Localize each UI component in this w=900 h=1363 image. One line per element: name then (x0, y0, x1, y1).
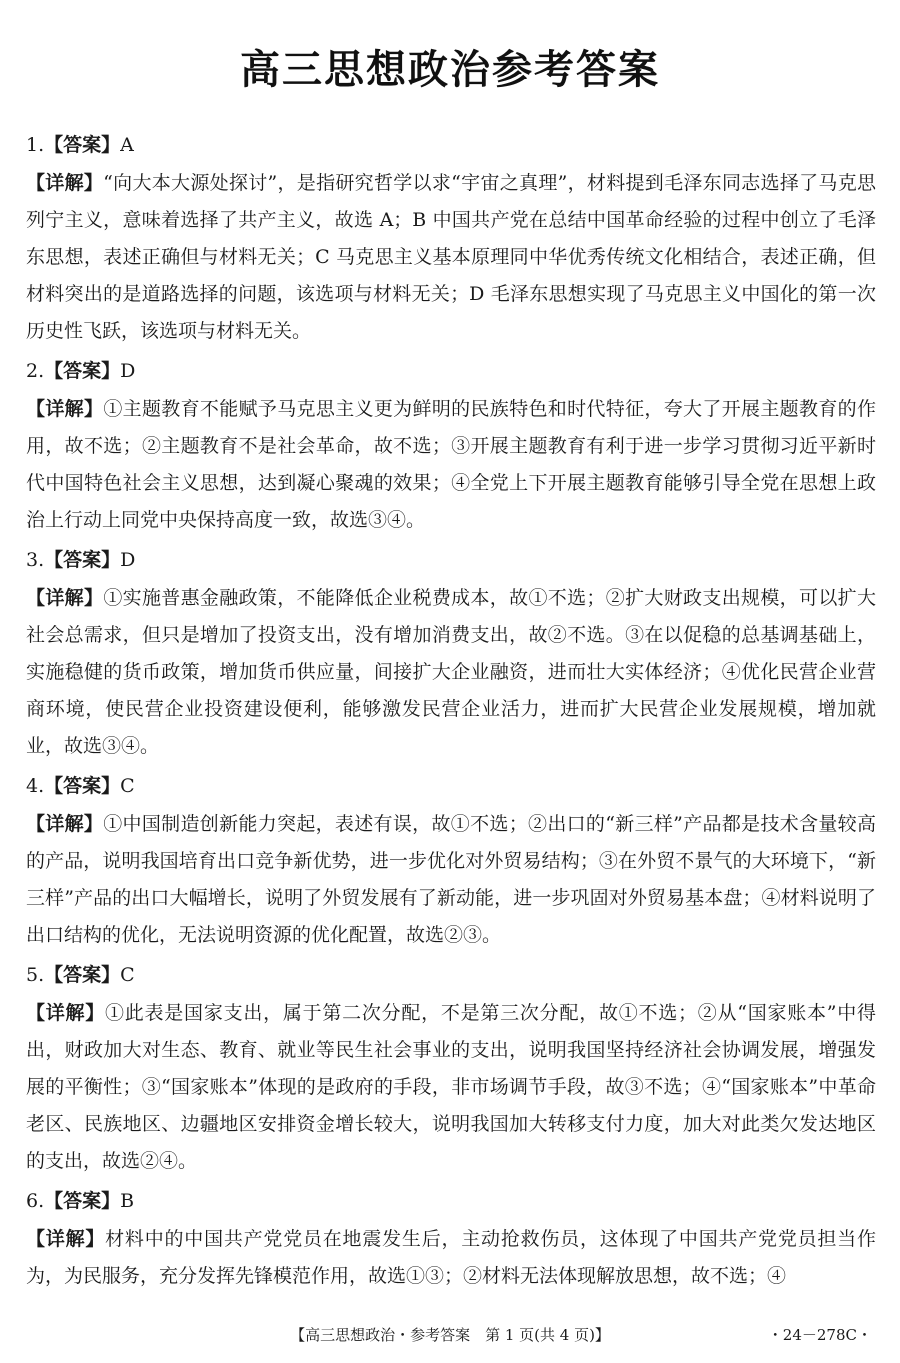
detail-tag: 【详解】 (26, 587, 104, 609)
page-title: 高三思想政治参考答案 (240, 47, 660, 93)
detail-text: “向大本大源处探讨”，是指研究哲学以求“宇宙之真理”，材料提到毛泽东同志选择了马克思列宁主义，意味着选择了共产主义，故选 A；B 中国共产党在总结中国革命经验的过程中创立了毛泽东思想，表述正确但与材料无关；C 马克思主义基本原理同中华优秀传统文化相结合，表述正确，但材料突出的是道路选择的问题，该选项与材料无关；D 毛泽东思想实现了马克思主义中国化的第一次历史性飞跃，该选项与材料无关。 (26, 172, 876, 342)
detail-paragraph (26, 806, 876, 954)
answer-tag: 【答案】 (44, 964, 121, 986)
answer-value: B (120, 1190, 135, 1212)
answer-line (26, 545, 876, 575)
footer-page-info: 【高三思想政治・参考答案 第 1 页(共 4 页)】 (290, 1326, 610, 1344)
detail-tag: 【详解】 (26, 1002, 106, 1024)
answer-value: D (120, 549, 136, 571)
detail-tag: 【详解】 (26, 398, 104, 420)
answer-line (26, 771, 876, 801)
detail-text: 材料中的中国共产党党员在地震发生后，主动抢救伤员，这体现了中国共产党党员担当作为，为民服务，充分发挥先锋模范作用，故选①③；②材料无法体现解放思想，故不选；④ (26, 1228, 876, 1287)
page-footer (0, 1320, 900, 1350)
answer-tag: 【答案】 (44, 134, 121, 156)
question-number: 4. (26, 775, 45, 797)
detail-text: ①此表是国家支出，属于第二次分配，不是第三次分配，故①不选；②从“国家账本”中得出，财政加大对生态、教育、就业等民生社会事业的支出，说明我国坚持经济社会协调发展，增强发展的平衡性；③“国家账本”体现的是政府的手段，非市场调节手段，故③不选；④“国家账本”中革命老区、民族地区、边疆地区安排资金增长较大，说明我国加大转移支付力度，加大对此类欠发达地区的支出，故选②④。 (26, 1002, 876, 1172)
answer-value: C (120, 964, 135, 986)
detail-tag: 【详解】 (26, 813, 104, 835)
detail-text: ①实施普惠金融政策，不能降低企业税费成本，故①不选；②扩大财政支出规模，可以扩大社会总需求，但只是增加了投资支出，没有增加消费支出，故②不选。③在以促稳的总基调基础上，实施稳健的货币政策，增加货币供应量，间接扩大企业融资，进而壮大实体经济；④优化民营企业营商环境，使民营企业投资建设便利，能够激发民营企业活力，进而扩大民营企业发展规模，增加就业，故选③④。 (26, 587, 876, 757)
detail-paragraph (26, 391, 876, 539)
question-number: 5. (26, 964, 45, 986)
detail-tag: 【详解】 (26, 1228, 106, 1250)
question-item (26, 356, 876, 539)
answer-value: A (120, 134, 134, 156)
answer-line (26, 130, 876, 160)
answer-line (26, 960, 876, 990)
question-item (26, 130, 876, 350)
question-number: 2. (26, 360, 45, 382)
question-item (26, 771, 876, 954)
answer-tag: 【答案】 (44, 1190, 121, 1212)
answer-line (26, 1186, 876, 1216)
question-number: 3. (26, 549, 45, 571)
answer-tag: 【答案】 (44, 549, 121, 571)
detail-tag: 【详解】 (26, 172, 104, 194)
answer-list (26, 130, 876, 1301)
question-item (26, 545, 876, 765)
answer-value: D (120, 360, 136, 382)
detail-text: ①中国制造创新能力突起，表述有误，故①不选；②出口的“新三样”产品都是技术含量较高的产品，说明我国培育出口竞争新优势，进一步优化对外贸易结构；③在外贸不景气的大环境下，“新三样”产品的出口大幅增长，说明了外贸发展有了新动能，进一步巩固对外贸易基本盘；④材料说明了出口结构的优化，无法说明资源的优化配置，故选②③。 (26, 813, 876, 946)
question-number: 6. (26, 1190, 45, 1212)
detail-paragraph (26, 995, 876, 1180)
detail-paragraph (26, 580, 876, 765)
answer-line (26, 356, 876, 386)
detail-paragraph (26, 1221, 876, 1295)
answer-tag: 【答案】 (44, 775, 121, 797)
question-number: 1. (26, 134, 45, 156)
detail-paragraph (26, 165, 876, 350)
detail-text: ①主题教育不能赋予马克思主义更为鲜明的民族特色和时代特征，夸大了开展主题教育的作用，故不选；②主题教育不是社会革命，故不选；③开展主题教育有利于进一步学习贯彻习近平新时代中国特色社会主义思想，达到凝心聚魂的效果；④全党上下开展主题教育能够引导全党在思想上政治上行动上同党中央保持高度一致，故选③④。 (26, 398, 876, 531)
answer-value: C (120, 775, 135, 797)
footer-doc-code: ・24－278C・ (767, 1326, 872, 1344)
question-item (26, 1186, 876, 1295)
answer-tag: 【答案】 (44, 360, 121, 382)
question-item (26, 960, 876, 1180)
